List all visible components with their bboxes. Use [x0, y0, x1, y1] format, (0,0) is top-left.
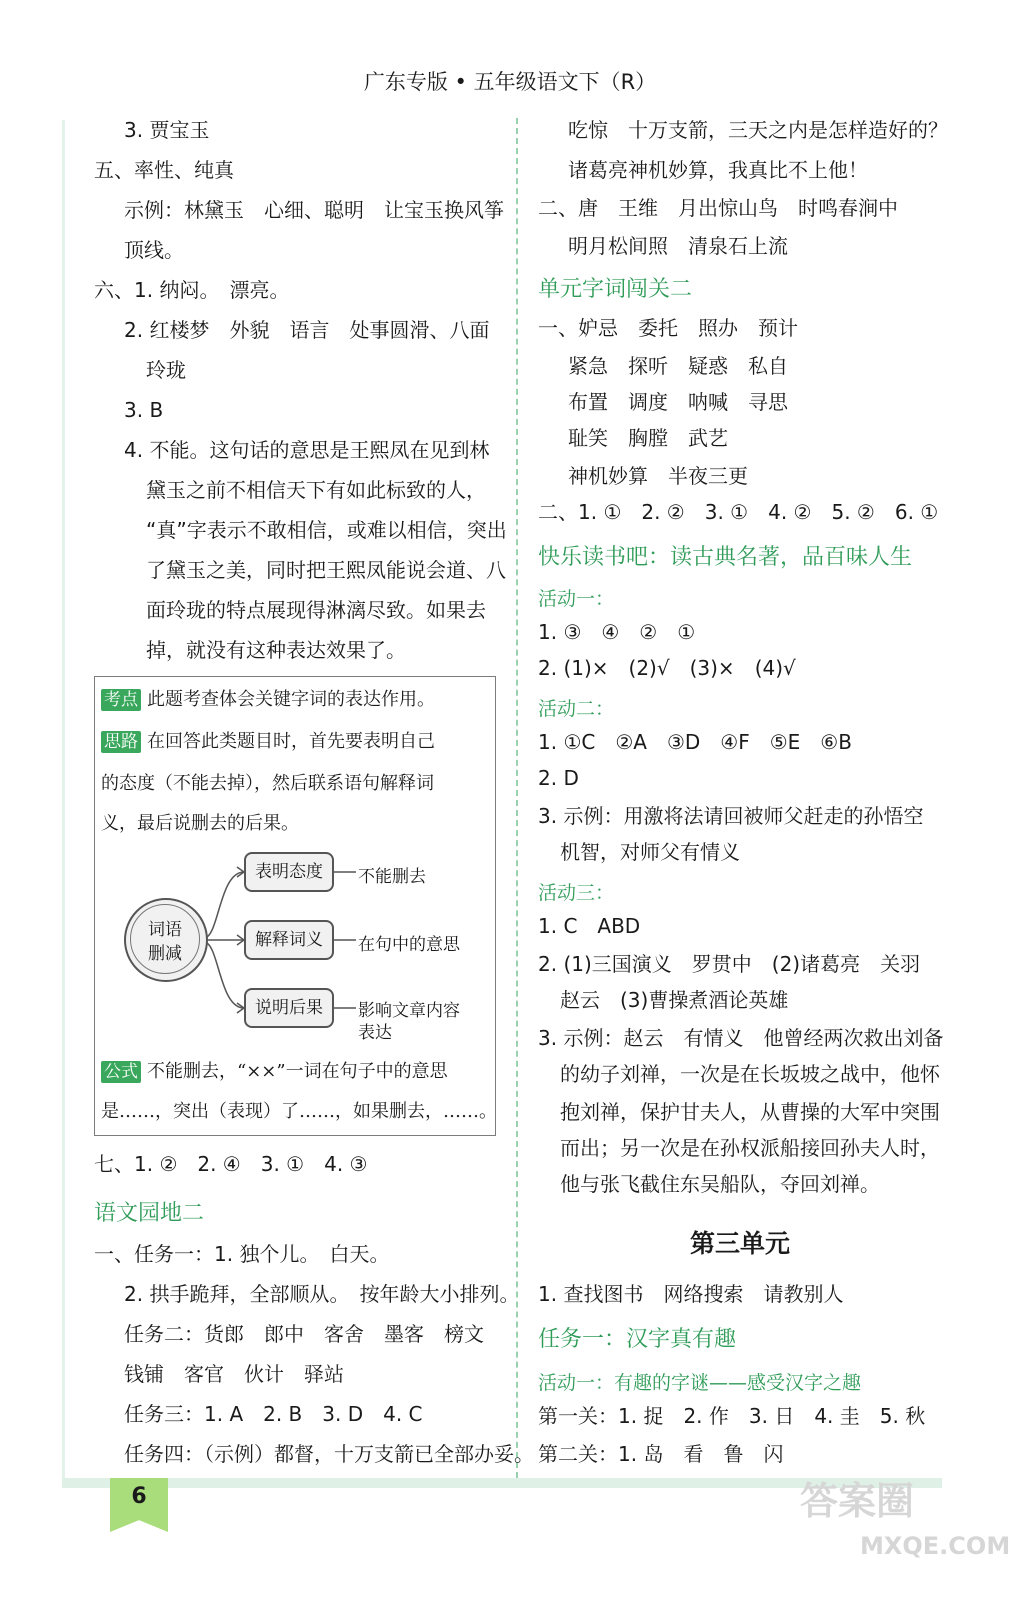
answer-line: 1. 查找图书 网络搜索 请教别人: [538, 1282, 844, 1306]
activity-label: 活动一：有趣的字谜——感受汉字之趣: [538, 1372, 862, 1394]
answer-line: 3. B: [124, 398, 164, 422]
answer-line: 顶线。: [124, 238, 184, 262]
mind-map-center-label: 词语 删减: [148, 920, 182, 964]
answer-line: 2. (1)三国演义 罗贯中 (2)诸葛亮 关羽: [538, 952, 921, 976]
page-header: 广东专版 • 五年级语文下（R）: [363, 70, 657, 94]
mind-map-note-2: 在句中的意思: [358, 935, 460, 955]
tip-kaodian: 考点 此题考查体会关键字词的表达作用。: [101, 689, 435, 711]
answer-line: 机智，对师父有情义: [560, 840, 740, 864]
page-number: 6: [131, 1484, 147, 1509]
answer-line: 了黛玉之美，同时把王熙凤能说会道、八: [146, 558, 506, 582]
answer-line: 2. 红楼梦 外貌 语言 处事圆滑、八面: [124, 318, 490, 342]
answer-line: 一、任务一：1. 独个儿。 白天。: [94, 1242, 390, 1266]
watermark-url: MXQE.COM: [860, 1532, 1011, 1560]
answer-line: 面玲珑的特点展现得淋漓尽致。如果去: [146, 598, 486, 622]
section-title-happy-reading: 快乐读书吧：读古典名著，品百味人生: [538, 545, 913, 570]
tip-gongshi: 公式 不能删去，“××”一词在句子中的意思: [101, 1061, 448, 1083]
tip-line: 的态度（不能去掉），然后联系语句解释词: [101, 773, 434, 794]
answer-line: 七、1. ② 2. ④ 3. ① 4. ③: [94, 1152, 368, 1176]
answer-line: 耻笑 胸膛 武艺: [568, 426, 728, 450]
answer-line: 诸葛亮神机妙算，我真比不上他！: [568, 158, 868, 182]
answer-line: 布置 调度 呐喊 寻思: [568, 390, 788, 414]
gongshi-tag: 公式: [101, 1061, 141, 1083]
mind-map-step-1: 表明态度: [244, 852, 334, 892]
column-divider: [516, 118, 518, 1478]
tip-silu: 思路 在回答此类题目时，首先要表明自己: [101, 731, 435, 753]
activity-label: 活动二：: [538, 698, 615, 720]
mind-map-note-1: 不能删去: [358, 867, 426, 887]
answer-line: 3. 示例：赵云 有情义 他曾经两次救出刘备: [538, 1026, 944, 1050]
answer-line: 神机妙算 半夜三更: [568, 464, 748, 488]
answer-line: 钱铺 客官 伙计 驿站: [124, 1362, 344, 1386]
answer-line: 他与张飞截住东吴船队，夺回刘禅。: [560, 1172, 880, 1196]
watermark-logo: 答案圈: [800, 1479, 915, 1523]
answer-line: 六、1. 纳闷。 漂亮。: [94, 278, 290, 302]
answer-line: 的幼子刘禅，一次是在长坂坡之战中，他怀: [560, 1062, 940, 1086]
activity-label: 活动一：: [538, 588, 615, 610]
section-title-yuwen-yuandi: 语文园地二: [94, 1201, 205, 1226]
answer-line: 2. (1)× (2)√ (3)× (4)√: [538, 656, 796, 680]
silu-tag: 思路: [101, 731, 141, 753]
answer-line: “真”字表示不敢相信，或难以相信，突出: [146, 518, 507, 542]
answer-line: 3. 贾宝玉: [124, 118, 210, 142]
answer-line: 1. ①C ②A ③D ④F ⑤E ⑥B: [538, 730, 852, 754]
mind-map-note-3b: 表达: [358, 1023, 392, 1043]
answer-line: 任务三：1. A 2. B 3. D 4. C: [124, 1402, 423, 1426]
answer-line: 抱刘禅，保护甘夫人，从曹操的大军中突围: [560, 1100, 940, 1124]
answer-line: 一、妒忌 委托 照办 预计: [538, 316, 798, 340]
answer-line: 掉，就没有这种表达效果了。: [146, 638, 406, 662]
answer-line: 3. 示例：用激将法请回被师父赶走的孙悟空: [538, 804, 924, 828]
answer-line: 明月松间照 清泉石上流: [568, 234, 788, 258]
answer-line: 黛玉之前不相信天下有如此标致的人，: [146, 478, 486, 502]
mind-map-step-2: 解释词义: [244, 920, 334, 960]
answer-line: 五、率性、纯真: [94, 158, 234, 182]
page-edge-strip: [62, 120, 65, 1480]
answer-line: 而出；另一次是在孙权派船接回孙夫人时，: [560, 1136, 940, 1160]
tip-line: 义，最后说删去的后果。: [101, 813, 299, 834]
mind-map-note-3a: 影响文章内容: [358, 1001, 460, 1021]
answer-line: 二、唐 王维 月出惊山鸟 时鸣春涧中: [538, 196, 898, 220]
activity-label: 活动三：: [538, 882, 615, 904]
kaodian-tag: 考点: [101, 689, 141, 711]
answer-line: 示例：林黛玉 心细、聪明 让宝玉换风筝: [124, 198, 504, 222]
answer-line: 第二关：1. 岛 看 鲁 闪: [538, 1442, 784, 1466]
answer-line: 吃惊 十万支箭，三天之内是怎样造好的？: [568, 118, 948, 142]
mind-map-step-3: 说明后果: [244, 988, 334, 1028]
answer-line: 玲珑: [146, 358, 186, 382]
answer-line: 第一关：1. 捉 2. 作 3. 日 4. 圭 5. 秋: [538, 1404, 926, 1428]
unit-title: 第三单元: [689, 1229, 790, 1258]
answer-line: 紧急 探听 疑惑 私自: [568, 354, 788, 378]
answer-line: 二、1. ① 2. ② 3. ① 4. ② 5. ② 6. ①: [538, 500, 939, 524]
answer-line: 任务二：货郎 郎中 客舍 墨客 榜文: [124, 1322, 484, 1346]
tip-line: 是……，突出（表现）了……，如果删去，……。: [101, 1101, 497, 1122]
answer-line: 1. ③ ④ ② ①: [538, 620, 696, 644]
answer-line: 任务四：（示例）都督，十万支箭已全部办妥。: [124, 1442, 534, 1466]
answer-line: 2. D: [538, 766, 579, 790]
answer-line: 4. 不能。这句话的意思是王熙凤在见到林: [124, 438, 490, 462]
answer-line: 2. 拱手跪拜，全部顺从。 按年龄大小排列。: [124, 1282, 520, 1306]
section-title-unit-words: 单元字词闯关二: [538, 277, 693, 302]
answer-line: 赵云 (3)曹操煮酒论英雄: [560, 988, 789, 1012]
section-title-task-one: 任务一：汉字真有趣: [538, 1327, 737, 1352]
answer-line: 1. C ABD: [538, 914, 641, 938]
